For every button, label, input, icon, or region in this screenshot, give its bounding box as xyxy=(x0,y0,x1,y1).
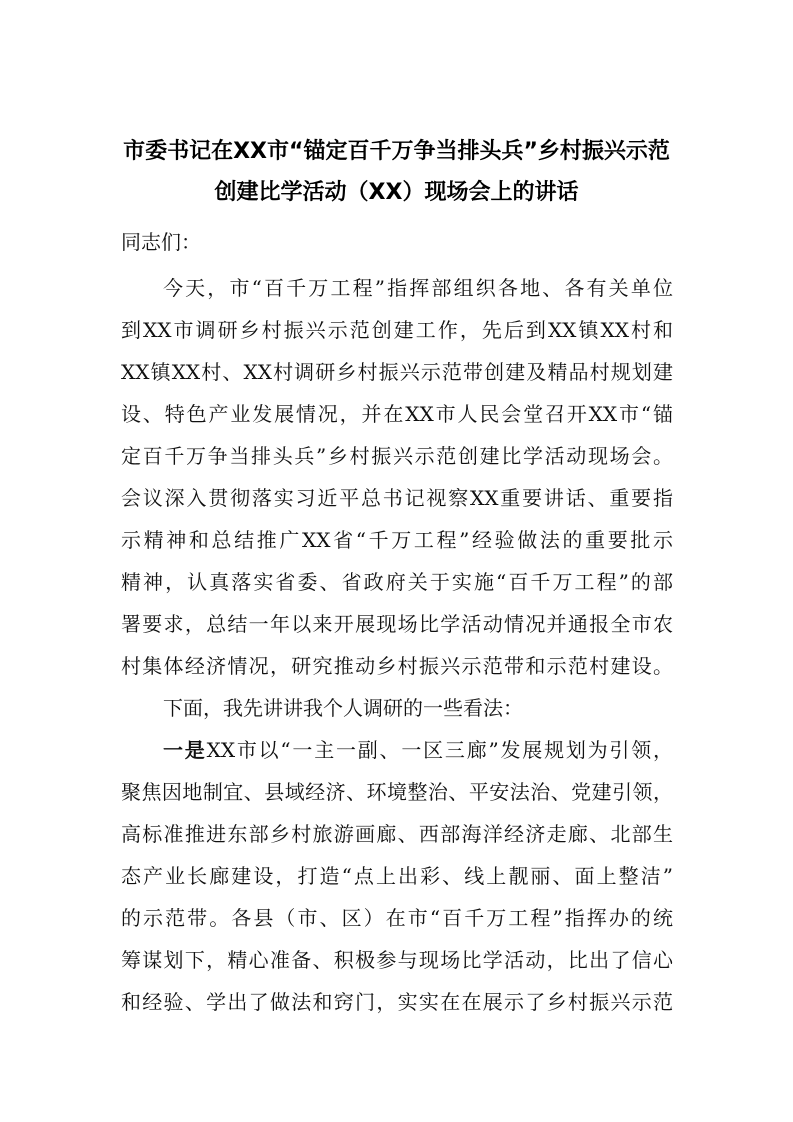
document-title-line-2: 创建比学活动（XX）现场会上的讲话 xyxy=(214,180,579,205)
paragraph-1-line: 会议深入贯彻落实习近平总书记视察XX重要讲话、重要指 xyxy=(121,486,673,510)
paragraph-1-line: 今天，市“百千万工程”指挥部组织各地、各有关单位 xyxy=(163,276,673,300)
paragraph-3-first-line-text: XX市以“一主一副、一区三廊”发展规划为引领， xyxy=(206,738,673,762)
paragraph-1-line: 精神，认真落实省委、省政府关于实施“百千万工程”的部 xyxy=(121,570,673,594)
document-title-line-1: 市委书记在XX市“锚定百千万争当排头兵”乡村振兴示范 xyxy=(123,139,670,164)
paragraph-3-line: 态产业长廊建设，打造“点上出彩、线上靓丽、面上整洁” xyxy=(121,864,673,888)
paragraph-1-line: 示精神和总结推广XX省“千万工程”经验做法的重要批示 xyxy=(121,528,673,552)
paragraph-3-first-line xyxy=(163,740,673,760)
paragraph-1-line: 署要求，总结一年以来开展现场比学活动情况并通报全市农 xyxy=(121,612,673,636)
paragraph-3-line: 高标准推进东部乡村旅游画廊、西部海洋经济走廊、北部生 xyxy=(121,822,673,846)
paragraph-3-line: 聚焦因地制宜、县域经济、环境整治、平安法治、党建引领， xyxy=(121,780,673,804)
paragraph-3-line: 的示范带。各县（市、区）在市“百千万工程”指挥办的统 xyxy=(121,906,673,930)
paragraph-1-line: 到XX市调研乡村振兴示范创建工作，先后到XX镇XX村和 xyxy=(121,318,673,342)
paragraph-3-line: 和经验、学出了做法和窍门，实实在在展示了乡村振兴示范 xyxy=(121,990,673,1014)
paragraph-3-lead: 一是 xyxy=(163,738,207,762)
salutation: 同志们： xyxy=(121,230,201,254)
paragraph-1-line: 设、特色产业发展情况，并在XX市人民会堂召开XX市“锚 xyxy=(121,402,673,426)
paragraph-3-line: 筹谋划下，精心准备、积极参与现场比学活动，比出了信心 xyxy=(121,948,673,972)
paragraph-2: 下面，我先讲讲我个人调研的一些看法： xyxy=(163,696,523,720)
paragraph-1-line: XX镇XX村、XX村调研乡村振兴示范带创建及精品村规划建 xyxy=(121,360,673,384)
paragraph-1-line: 定百千万争当排头兵”乡村振兴示范创建比学活动现场会。 xyxy=(121,444,673,468)
paragraph-1-line: 村集体经济情况，研究推动乡村振兴示范带和示范村建设。 xyxy=(121,654,673,678)
